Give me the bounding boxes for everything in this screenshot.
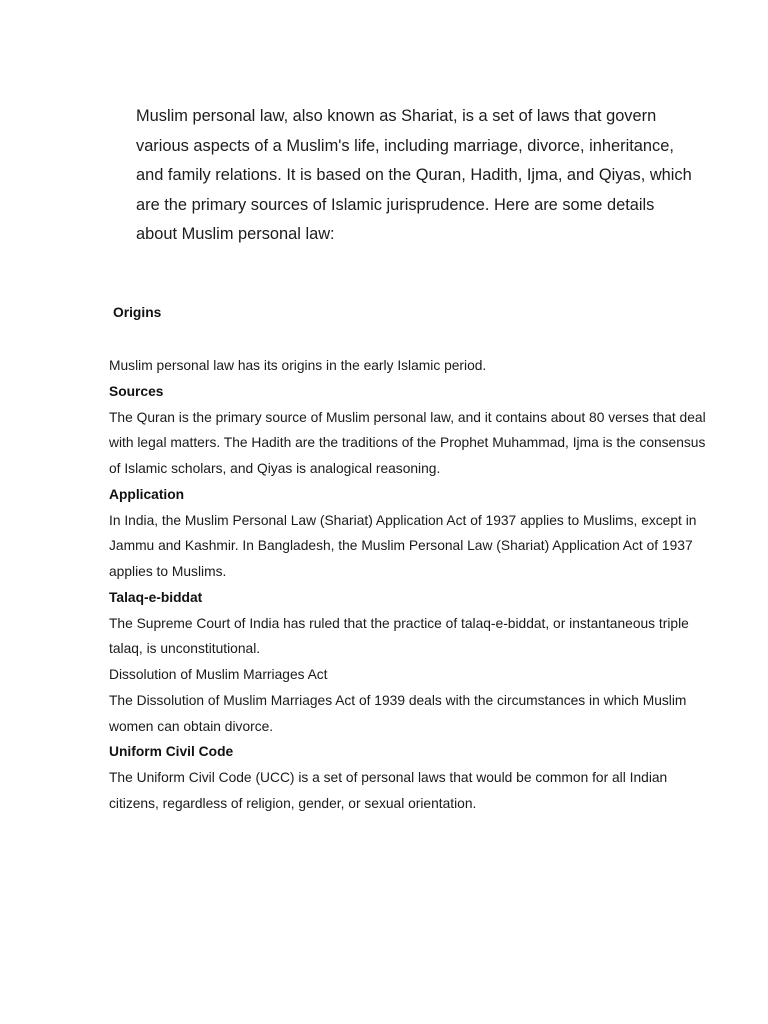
dissolution-heading: Dissolution of Muslim Marriages Act	[109, 667, 328, 682]
talaq-heading: Talaq-e-biddat	[109, 589, 203, 605]
document-body	[109, 353, 709, 817]
sources-heading: Sources	[109, 383, 164, 399]
ucc-text: The Uniform Civil Code (UCC) is a set of personal laws that would be common for all Indian citizens, regardless of religion, gender, or sexual orientation.	[109, 770, 668, 811]
sources-text: The Quran is the primary source of Muslim personal law, and it contains about 80 verses that deal with legal matters. The Hadith are the traditions of the Prophet Muhammad, Ijma is the consensus of Islamic scholars, and Qiyas is analogical reasoning.	[109, 409, 706, 476]
origins-text: Muslim personal law has its origins in the early Islamic period.	[109, 358, 487, 373]
talaq-text: The Supreme Court of India has ruled that the practice of talaq-e-biddat, or instantaneous triple talaq, is unconstitutional.	[109, 615, 689, 657]
ucc-heading: Uniform Civil Code	[109, 744, 234, 760]
origins-heading: Origins	[113, 305, 162, 320]
dissolution-text: The Dissolution of Muslim Marriages Act of 1939 deals with the circumstances in which Muslim women can obtain divorce.	[109, 692, 687, 734]
intro-paragraph: Muslim personal law, also known as Shariat, is a set of laws that govern various aspects of a Muslim's life, including marriage, divorce, inheritance, and family relations. It is based on the Quran, Hadith, Ijma, and Qiyas, which are the primary sources of Islamic jurisprudence. Here are some details about Muslim personal law:	[136, 107, 692, 244]
application-heading: Application	[109, 486, 185, 502]
application-text: In India, the Muslim Personal Law (Shariat) Application Act of 1937 applies to Muslims, except in Jammu and Kashmir. In Bangladesh, the Muslim Personal Law (Shariat) Application Act of 1937 applies to Muslims.	[109, 512, 697, 579]
